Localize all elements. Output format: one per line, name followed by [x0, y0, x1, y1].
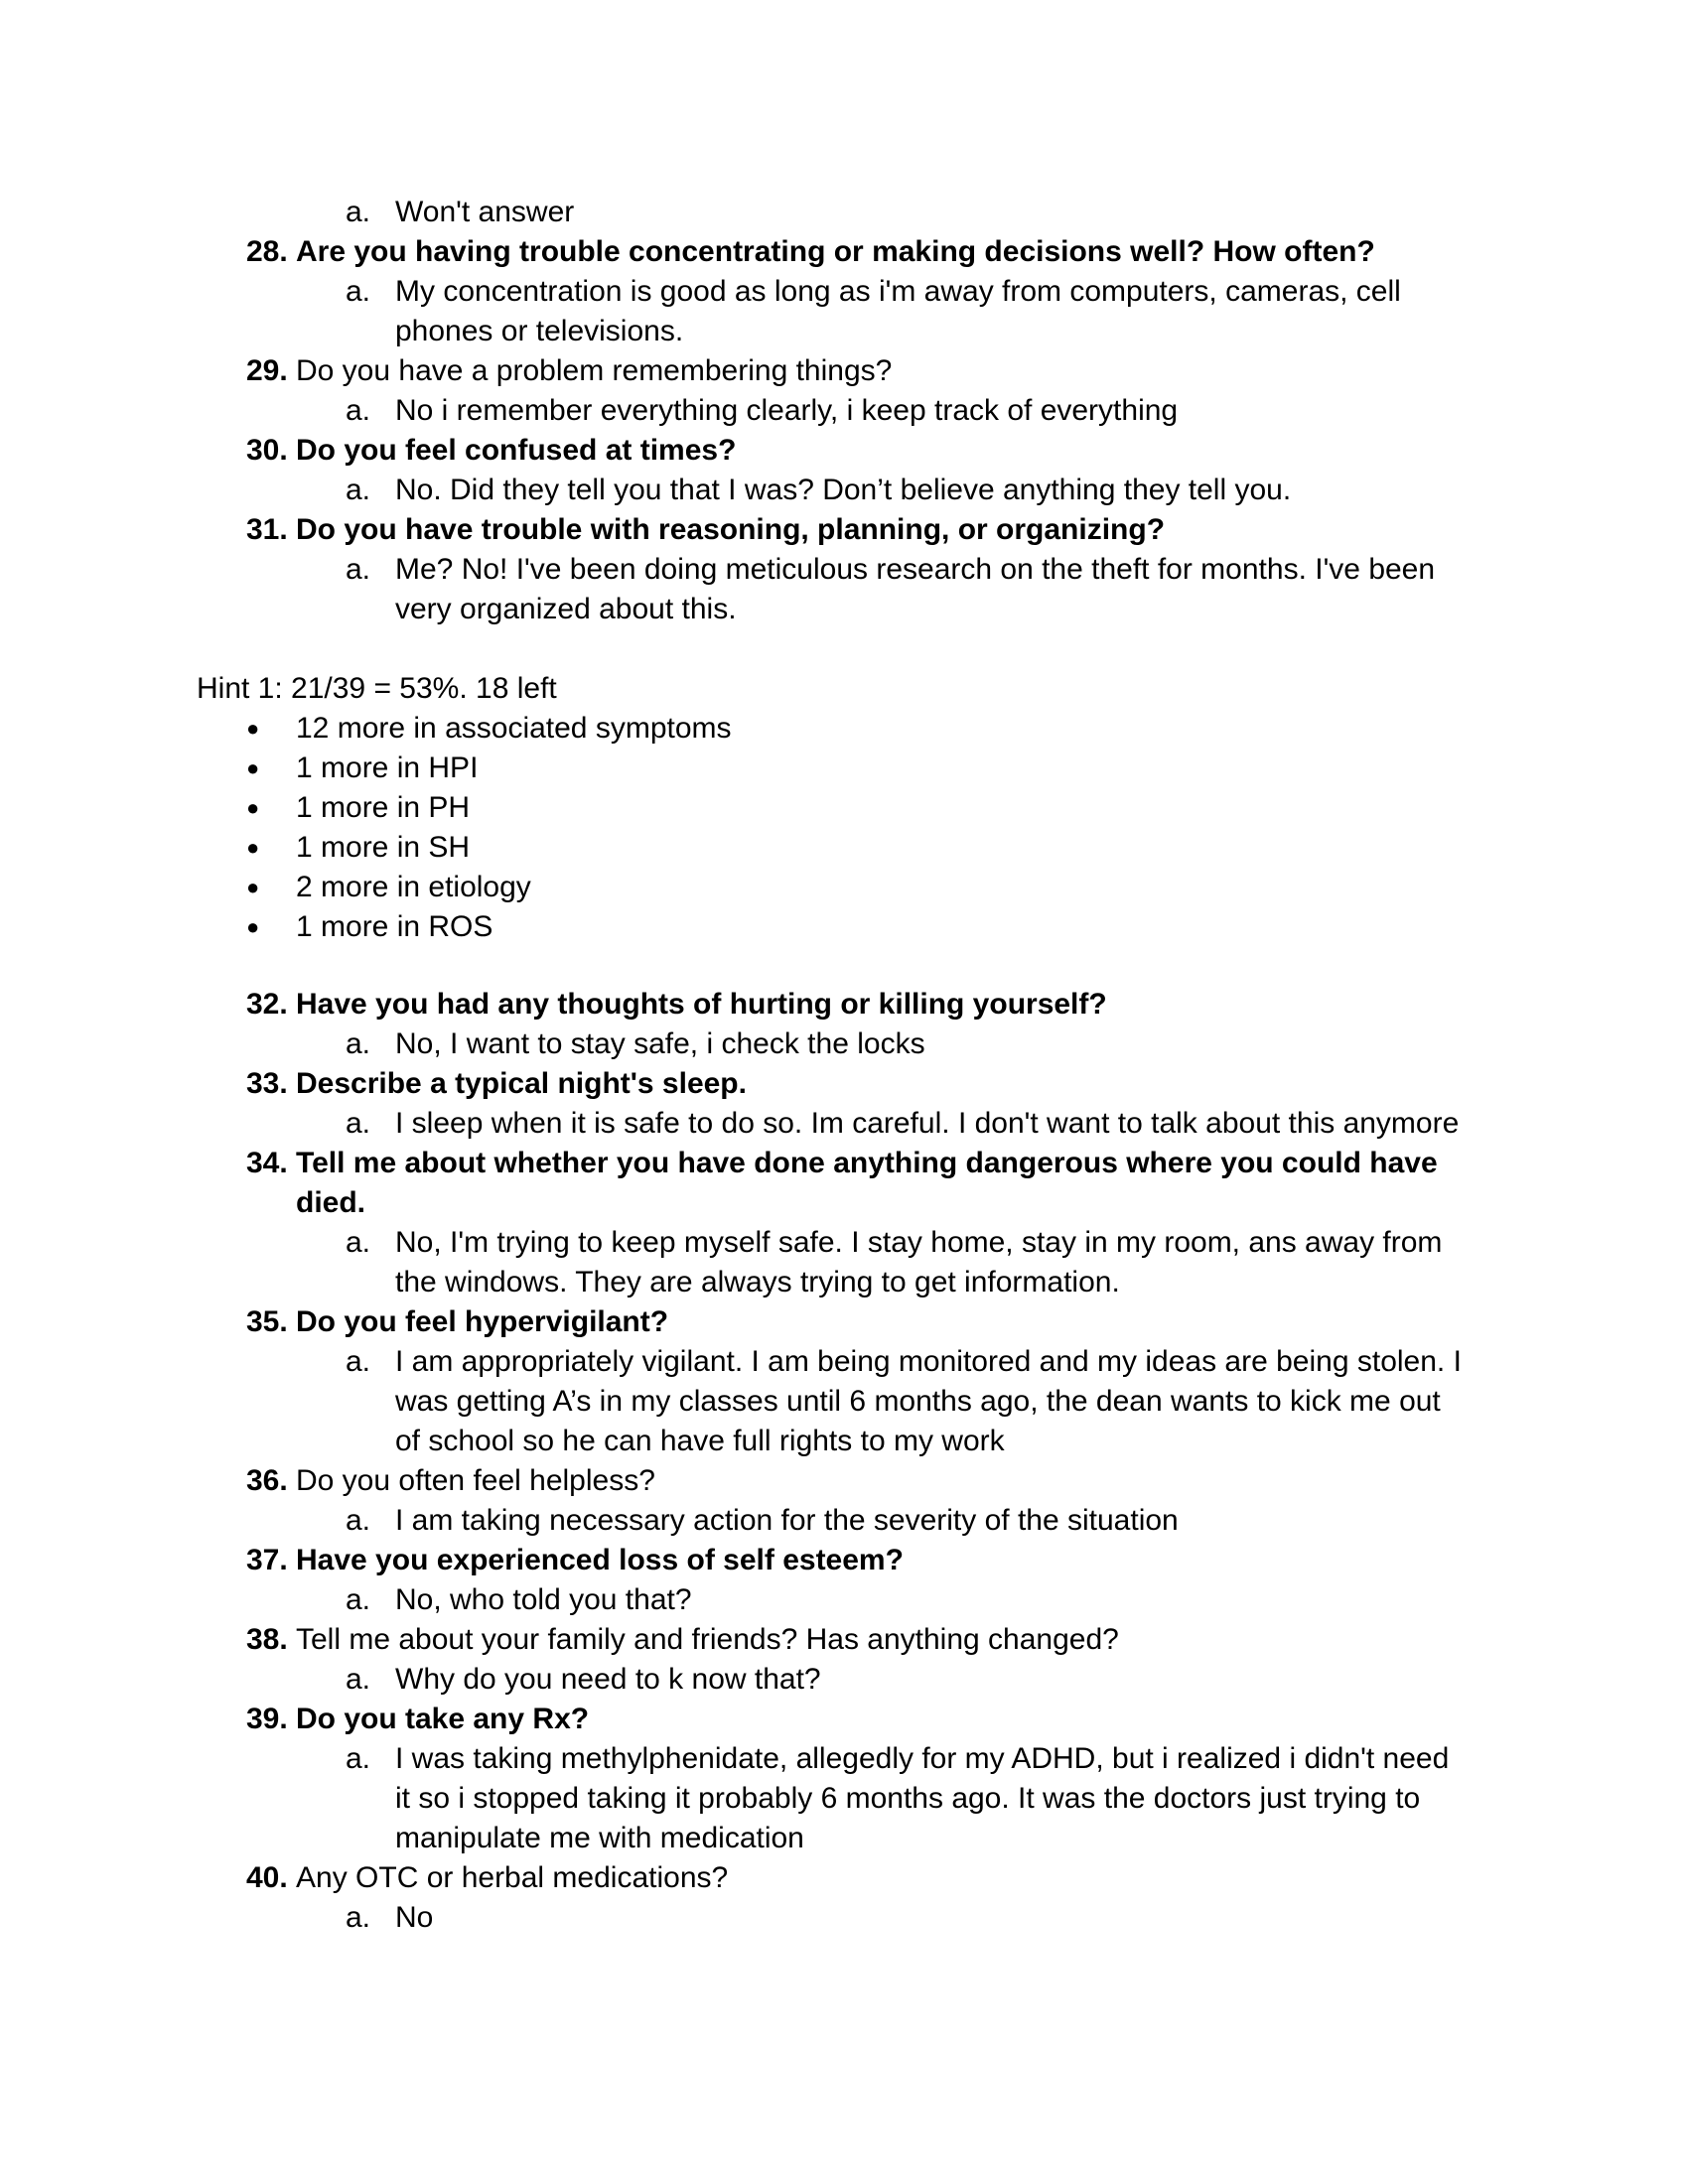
question-text: Do you feel confused at times?: [296, 434, 737, 467]
answer-label: a.: [346, 1742, 371, 1775]
answer-label: a.: [346, 1027, 371, 1060]
question-number: 33.: [246, 1067, 288, 1100]
answer-text: the windows. They are always trying to get information.: [395, 1266, 1120, 1298]
question-text: Have you had any thoughts of hurting or killing yourself?: [296, 988, 1107, 1021]
bullet-icon: ●: [246, 875, 260, 899]
hint-bullet-item: 1 more in HPI: [296, 751, 479, 784]
answer-label: a.: [346, 196, 371, 228]
hint-bullet-item: 1 more in SH: [296, 831, 471, 864]
question-number: 39.: [246, 1703, 288, 1735]
question-number: 40.: [246, 1861, 288, 1894]
hint-title: Hint 1: 21/39 = 53%. 18 left: [197, 672, 557, 705]
bullet-icon: ●: [246, 716, 260, 741]
answer-label: a.: [346, 1663, 371, 1696]
answer-text: No, I'm trying to keep myself safe. I stay home, stay in my room, ans away from: [395, 1226, 1443, 1259]
hint-bullet-item: 2 more in etiology: [296, 871, 531, 903]
question-text: died.: [296, 1186, 366, 1219]
question-number: 34.: [246, 1147, 288, 1179]
answer-text: No i remember everything clearly, i keep track of everything: [395, 394, 1179, 427]
answer-text: No. Did they tell you that I was? Don’t believe anything they tell you.: [395, 474, 1292, 506]
hint-bullet-item: 1 more in PH: [296, 791, 471, 824]
question-number: 35.: [246, 1305, 288, 1338]
hint-bullet-item: 1 more in ROS: [296, 910, 493, 943]
answer-text: Me? No! I've been doing meticulous research on the theft for months. I've been: [395, 553, 1436, 586]
question-text: Do you have trouble with reasoning, planning, or organizing?: [296, 513, 1166, 546]
bullet-icon: ●: [246, 755, 260, 780]
answer-label: a.: [346, 474, 371, 506]
answer-label: a.: [346, 1107, 371, 1140]
question-number: 28.: [246, 235, 288, 268]
answer-text: Why do you need to k now that?: [395, 1663, 821, 1696]
answer-label: a.: [346, 1901, 371, 1934]
question-number: 32.: [246, 988, 288, 1021]
answer-text: of school so he can have full rights to my work: [395, 1425, 1005, 1457]
answer-text: Won't answer: [395, 196, 575, 228]
answer-label: a.: [346, 553, 371, 586]
answer-label: a.: [346, 1583, 371, 1616]
question-number: 37.: [246, 1544, 288, 1576]
answer-text: was getting A’s in my classes until 6 months ago, the dean wants to kick me out: [395, 1385, 1441, 1418]
answer-text: manipulate me with medication: [395, 1822, 804, 1854]
hint-bullet-item: 12 more in associated symptoms: [296, 712, 732, 745]
question-number: 38.: [246, 1623, 288, 1656]
answer-text: phones or televisions.: [395, 315, 684, 347]
question-text: Any OTC or herbal medications?: [296, 1861, 729, 1894]
question-text: Do you take any Rx?: [296, 1703, 590, 1735]
question-text: Tell me about whether you have done anything dangerous where you could have: [296, 1147, 1438, 1179]
bullet-icon: ●: [246, 835, 260, 860]
answer-label: a.: [346, 1504, 371, 1537]
answer-text: I was taking methylphenidate, allegedly for my ADHD, but i realized i didn't need: [395, 1742, 1450, 1775]
question-number: 31.: [246, 513, 288, 546]
question-text: Do you have a problem remembering things?: [296, 354, 893, 387]
answer-text: I sleep when it is safe to do so. Im careful. I don't want to talk about this anymore: [395, 1107, 1460, 1140]
answer-text: I am appropriately vigilant. I am being monitored and my ideas are being stolen. I: [395, 1345, 1462, 1378]
answer-label: a.: [346, 1345, 371, 1378]
question-text: Have you experienced loss of self esteem?: [296, 1544, 904, 1576]
answer-text: My concentration is good as long as i'm away from computers, cameras, cell: [395, 275, 1401, 308]
answer-text: No, I want to stay safe, i check the locks: [395, 1027, 925, 1060]
answer-text: I am taking necessary action for the severity of the situation: [395, 1504, 1179, 1537]
question-text: Are you having trouble concentrating or making decisions well? How often?: [296, 235, 1375, 268]
bullet-icon: ●: [246, 914, 260, 939]
answer-text: No, who told you that?: [395, 1583, 692, 1616]
answer-label: a.: [346, 394, 371, 427]
answer-text: very organized about this.: [395, 593, 737, 625]
question-text: Do you often feel helpless?: [296, 1464, 655, 1497]
question-number: 36.: [246, 1464, 288, 1497]
question-number: 29.: [246, 354, 288, 387]
question-number: 30.: [246, 434, 288, 467]
question-text: Do you feel hypervigilant?: [296, 1305, 669, 1338]
question-text: Tell me about your family and friends? Has anything changed?: [296, 1623, 1119, 1656]
answer-text: No: [395, 1901, 434, 1934]
answer-label: a.: [346, 1226, 371, 1259]
answer-label: a.: [346, 275, 371, 308]
question-text: Describe a typical night's sleep.: [296, 1067, 747, 1100]
bullet-icon: ●: [246, 795, 260, 820]
answer-text: it so i stopped taking it probably 6 months ago. It was the doctors just trying to: [395, 1782, 1421, 1815]
